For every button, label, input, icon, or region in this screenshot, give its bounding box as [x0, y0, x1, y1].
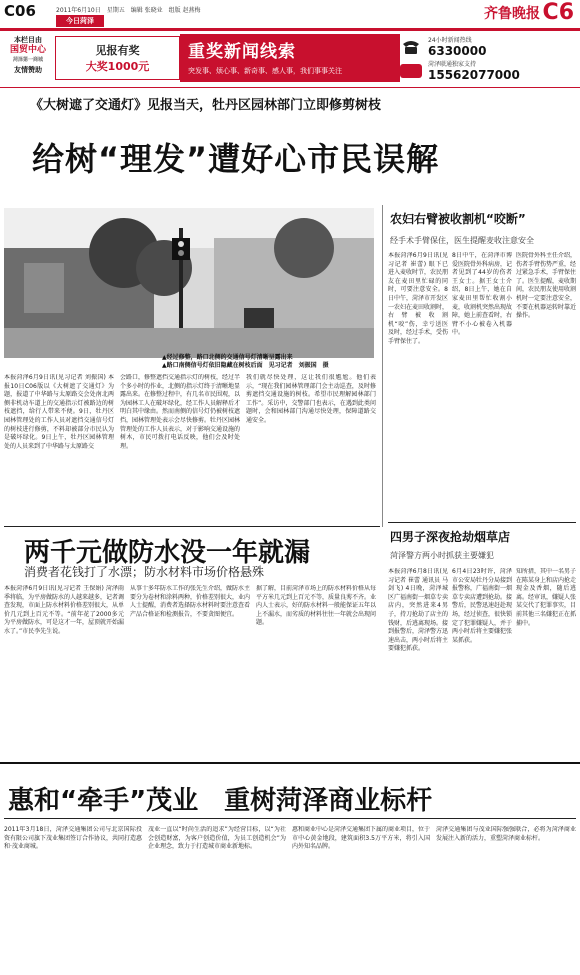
story3-body-col-3: 知所措，其中一名男子在陈某身上和店内抢走现金及香烟，随后逃离。经审讯，嫌疑人张某交代了犯罪事实，目前其他三名嫌犯正在抓捕中。 [516, 568, 576, 627]
story4-headline: 两千元做防水没一年就漏 [24, 538, 311, 568]
story2-subtitle: 经手术手臂保住，医生提醒麦收注意安全 [390, 236, 534, 245]
story5-body-col-2: 茂业一直以“时尚生活的追求”为经营目标，以“为社会创造财富，为客户创造价值，为员工创造机会”为企业理念，致力于打造城市商业新地标。 [148, 826, 286, 851]
street-photo-image [4, 208, 374, 358]
story-divider [4, 818, 576, 819]
sponsor-line: 本栏目由 [14, 36, 42, 44]
story1-kicker: 《大树遮了交通灯》见报当天，牡丹区园林部门立即修剪树枝 [30, 98, 382, 113]
column-divider [382, 205, 383, 527]
unicom-logo [400, 64, 422, 78]
prize-box [55, 36, 180, 80]
sponsor-block [4, 35, 52, 75]
sponsor-thanks: 友情赞助 [14, 66, 42, 74]
story4-body-col-3: 据了解，目前菏泽市场上的防水材料价格从每平方米几元到上百元不等，质量良莠不齐。业内人士表示，好的防水材料一般能保证五年以上不漏水，而劣质的材料往往一年就会出现问题。 [256, 585, 376, 627]
phone-icon [400, 38, 422, 56]
photo-caption [162, 354, 376, 370]
hotline-box [180, 34, 400, 82]
section-divider [0, 762, 580, 764]
story3-body-col-1: 本报菏泽6月8日讯(见习记者 崔蕾 通讯员 马剑飞) 4日晚，菏泽城区广福南街一烟草专卖店内，突然进来4男子，持刀抢劫了店主的钱财，后逃离现场。接到报警后，菏泽警方迅速出击，两小时后将主要嫌犯抓获。 [388, 568, 448, 653]
newspaper-logo: 齐鲁晚报 [484, 6, 540, 22]
story4-subtitle: 消费者花钱打了水漂；防水材料市场价格悬殊 [24, 565, 265, 579]
story2-body-col-1: 本报菏泽6月9日讯(见习记者 崔蕾) 眼下已进入麦收时节，农民朋友在麦田里忙碌的同时，可要注意安全。8日中午，菏泽市开发区一农妇在麦田收割时，右臂被收割机“咬”伤，幸亏送医及时，经过手术，受伤手臂保住了。 [388, 252, 448, 345]
story5-body-col-1: 2011年3月18日，菏泽交通集团公司与北京国际投资有限公司旗下茂业集团签订合作协议，共同打造惠和·茂业商城。 [4, 826, 142, 851]
hotline-number: 6330000 [428, 44, 487, 58]
unicom-caption: 菏泽联通独家支持 [428, 61, 477, 68]
photo-caption-line-1: ▲经过修整，路口北侧的交通信号灯清晰呈露出来 [162, 354, 293, 361]
story5-body-col-3: 惠和商业中心是菏泽交通集团下属的商业项目，位于市中心黄金地段，建筑面积3.5万平方米，将引入国内外知名品牌。 [292, 826, 430, 851]
story3-subtitle: 菏泽警方两小时抓获主要嫌犯 [390, 551, 494, 560]
story5-body-col-4: 菏泽交通集团与茂业国际强强联合，必将为菏泽商业发展注入新的活力，重塑菏泽商业标杆。 [436, 826, 576, 842]
story4-body-col-2: 从事十多年防水工作的张先生介绍，做防水主要分为卷材和涂料两种，价格差别很大，业内人士提醒，消费者选择防水材料时要注意查看产品合格证和检测报告，不要贪图便宜。 [130, 585, 250, 618]
street-photo [4, 208, 374, 358]
story1-headline: 给树“理发”遭好心市民误解 [32, 140, 440, 178]
news-tip-ad-banner [0, 30, 580, 88]
story1-body-col-2: 会路口，修整遮挡交通指示灯的树枝，经过半个多小时的作业，北侧的指示灯终于清晰地显露出来。在修整过程中，有几名市民围观，以为园林工人在破坏绿化，经工作人员解释后才明白其中缘由。然而南侧的信号灯仍被树枝遮挡，园林管理处表示会尽快修剪。牡丹区园林管理处的工作人员表示，对于影响交通设施的树木，市民可拨打电话反映，他们会及时处理。 [120, 374, 240, 450]
page-number: C06 [4, 2, 36, 20]
section-tab: 今日菏泽 [56, 15, 104, 27]
hotline-title: 重奖新闻线索 [188, 42, 296, 62]
prize-line-2: 大奖1000元 [85, 60, 150, 73]
sponsor-tagline: 菏泽第一商城 [12, 57, 43, 63]
hotline-subtitle: 突发事、烦心事、新奇事、感人事，我们事事关注 [188, 67, 342, 75]
hotline-numbers [400, 35, 576, 81]
story4-body-col-1: 本报菏泽6月9日讯(见习记者 王保娟) 菏泽雨季将临，为平房做防水的人越来越多，记者调查发现，市面上防水材料价格差别很大，从单价几元到上百元不等。“前年花了2000多元为平房做防水，可是这才一年，屋顶就开始漏水了。”市民李先生说。 [4, 585, 124, 635]
issue-meta: 2011年6月10日 星期五 编辑 张晓业 组版 赵燕梅 [56, 7, 201, 14]
story-divider [4, 526, 380, 527]
story1-body-col-3: 我们就尽快处理，这让我们很尴尬。他们表示，“现在我们园林管理部门会主动巡查，及时修剪遮挡交通设施的树枝。希望市民理解园林部门工作”。采访中，交警部门也表示，在遇到此类问题时，会和园林部门沟通尽快处理，保障道路交通安全。 [246, 374, 376, 424]
sponsor-name: 国贸中心 [9, 45, 46, 55]
photo-caption-line-2: ▲路口南侧信号灯依旧隐藏在树枝后面 见习记者 刘振国 摄 [162, 362, 329, 369]
story5-headline: 惠和“牵手”茂业 重树菏泽商业标杆 [8, 786, 433, 816]
story3-title: 四男子深夜抢劫烟草店 [390, 530, 511, 544]
page-label: C6 [542, 0, 574, 25]
prize-line-1: 见报有奖 [95, 44, 140, 57]
story2-body-col-2: 8日中午，在菏泽市博爱医院骨外科病房，记者见到了44岁的伤者王女士。据王女士介绍，8日上午，她在自家麦田里帮忙收割小麦，收割机突然出现故障，她上前查看时，右臂不小心被卷入机器中。 [452, 252, 512, 337]
story1-body-col-1: 本报菏泽6月9日讯(见习记者 刘振国) 本报10日C06版以《大树遮了交通灯》为题，报道了中华路与太原路交会处南北两侧非机动车道上的交通指示灯被路边的树枝遮挡，给行人带来不便。9日，牡丹区园林管理处的工作人员对遮挡交通信号灯的树枝进行修剪，不料却被部分市民认为是破坏绿化。9日上午，牡丹区园林管理处的人员来到了中华路与太原路交 [4, 374, 114, 450]
hotline-caption: 24小时新闻热线 [428, 37, 472, 44]
unicom-number: 15562077000 [428, 68, 520, 82]
story-divider [388, 522, 576, 523]
story3-body-col-2: 6月4日23时许，菏泽市公安局牡丹分局接到报警称，广福南街一烟草专卖店遭到抢劫。接警后，民警迅速赶赴现场，经过侦查，很快锁定了犯罪嫌疑人，并于两小时后将主要嫌犯张某抓获。 [452, 568, 512, 644]
story2-title: 农妇右臂被收割机“咬断” [390, 212, 526, 226]
story2-body-col-3: 医院骨外科主任介绍，伤者手臂伤势严重，经过紧急手术，手臂保住了。医生提醒，麦收期间，农民朋友使用收割机时一定要注意安全，不要在机器运转时靠近操作。 [516, 252, 576, 320]
